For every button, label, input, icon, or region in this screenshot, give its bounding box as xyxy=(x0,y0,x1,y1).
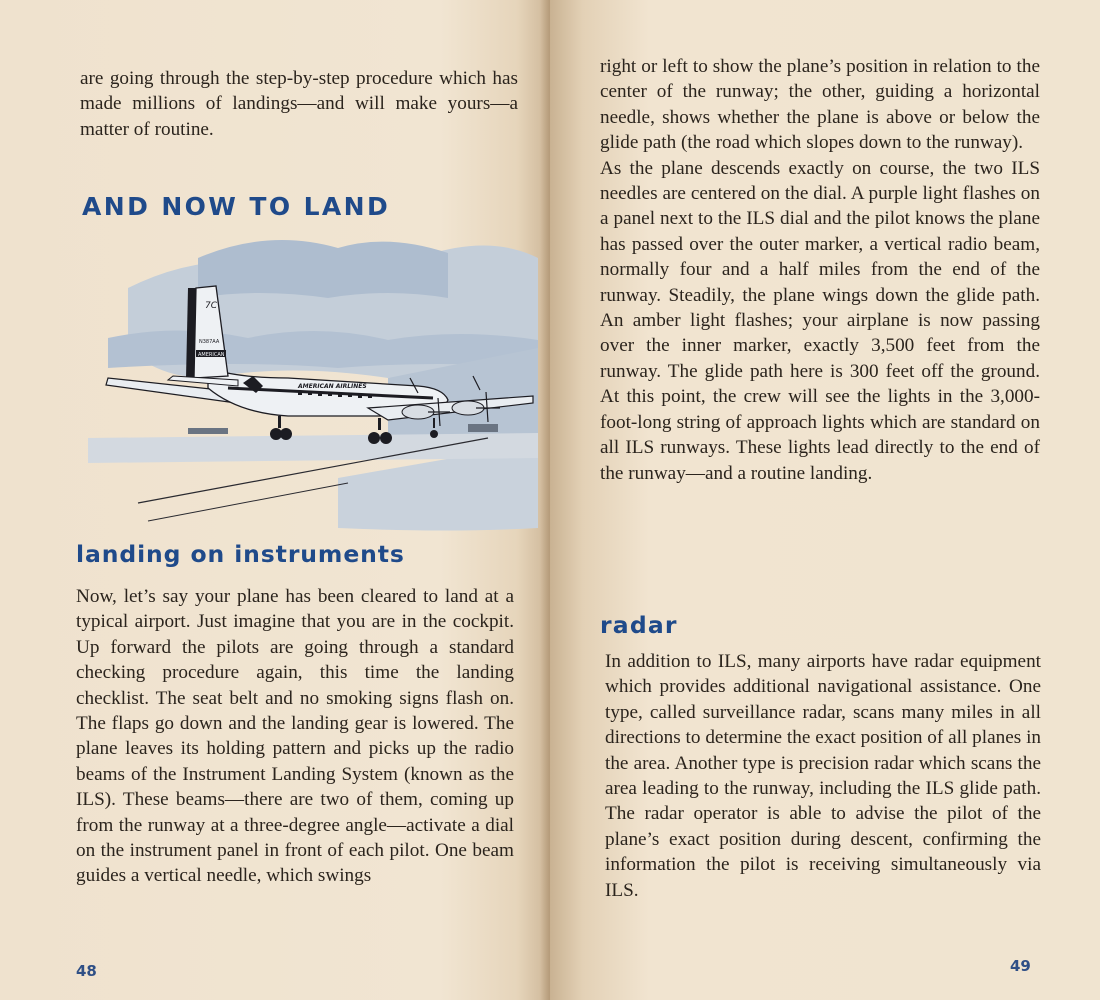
ils-paragraph-2: As the plane descends exactly on course, the two ILS needles are centered on the dial. A purple light flashes on a panel next to the ILS dial and the pilot knows the plane has passed over the outer marker, a vertical radio beam, normally four and a half miles from the end of the runway. Steadily, the plane wings down the glide path. An amber light flashes; your airplane is now passing over the inner marker, exactly 3,500 feet from the runway. The glide path here is 300 feet off the ground. At this point, the crew will see the lights in the 3,000-foot-long string of approach lights which are standard on all ILS runways. These lights lead directly to the end of the runway—and a routine landing. xyxy=(600,157,1040,484)
subheading-landing-on-instruments: landing on instruments xyxy=(76,540,405,568)
tail-brand: AMERICAN xyxy=(198,352,225,358)
section-heading: AND NOW TO LAND xyxy=(82,192,391,221)
tail-logo: 7C xyxy=(205,301,218,311)
intro-paragraph: are going through the step-by-step procedure which has made millions of landings—and will make yours—a matter of routine. xyxy=(80,68,518,140)
landing-paragraph: Now, let’s say your plane has been cleared to land at a typical airport. Just imagine that you are in the cockpit. Up forward the pilots are going through a standard checking procedure again, this time the landing checklist. The seat belt and no smoking signs flash on. The flaps go down and the landing gear is lowered. The plane leaves its holding pattern and picks up the radio beams of the Instrument Landing System (known as the ILS). These beams—there are two of them, coming up from the runway at a three-degree angle—activate a dial on the instrument panel in front of each pilot. One beam guides a vertical needle, which swings xyxy=(76,586,514,887)
airplane-landing-illustration xyxy=(88,228,538,538)
page-number-right: 49 xyxy=(1010,957,1031,975)
radar-paragraph: In addition to ILS, many airports have radar equipment which provides additional navigational assistance. One type, called surveillance radar, scans many miles in all directions to determine the exact position of all planes in the area. Another type is precision radar which scans the area leading to the runway, including the ILS glide path. The radar operator is able to advise the pilot of the plane’s exact position during descent, confirming the information the pilot is receiving simultaneously via ILS. xyxy=(605,651,1041,901)
fuselage-lettering: AMERICAN AIRLINES xyxy=(298,383,367,390)
tail-registration: N387AA xyxy=(199,339,220,345)
page-number-left: 48 xyxy=(76,962,97,980)
subheading-radar: radar xyxy=(600,611,678,639)
ils-paragraph-1: right or left to show the plane’s position in relation to the center of the runway; the other, guiding a horizontal needle, shows whether the plane is above or below the glide path (the road which slopes down to the runway). xyxy=(600,56,1040,154)
ils-text-block xyxy=(600,54,1040,486)
right-page xyxy=(550,0,1100,1000)
